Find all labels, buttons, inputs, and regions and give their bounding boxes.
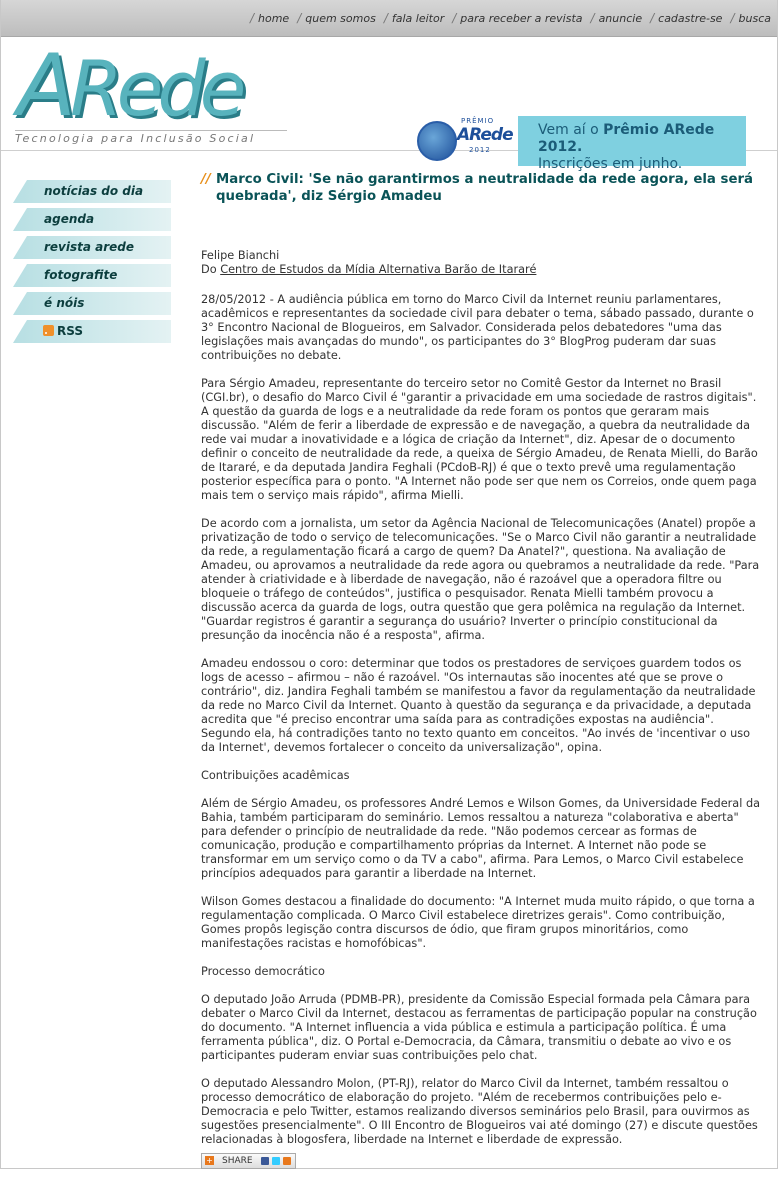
rss-label: RSS [57, 324, 83, 338]
share-button[interactable] [201, 1153, 296, 1169]
site-header [1, 36, 777, 172]
article-paragraph: Wilson Gomes destacou a finalidade do documento: "A Internet muda muito rápido, o que torna a regulamentação complicada. O Marco Civil estabelece diretrizes gerais". Como contribuição, Gomes propôs legisção contra discursos de ódio, que firam grupos minoritários, como manifestações racistas e homofóbicas". [201, 895, 755, 950]
nav-busca-link[interactable]: busca [738, 11, 771, 25]
byline [201, 249, 766, 277]
section-heading: Contribuições acadêmicas [201, 769, 350, 782]
logo-word-rede: Rede [69, 44, 241, 133]
nav-cadastre-se-link[interactable]: cadastre-se [658, 11, 723, 25]
share-label: SHARE [222, 1155, 253, 1166]
nav-fala-leitor-link[interactable]: fala leitor [391, 11, 445, 25]
sidebar-item-label: notícias do dia [44, 184, 144, 198]
source-line [201, 263, 766, 277]
award-year: 2012 [469, 146, 491, 154]
email-icon [283, 1157, 291, 1165]
banner-line2: Inscrições em junho. [538, 156, 683, 172]
nav-home-link[interactable]: home [258, 11, 290, 25]
premio-arede-badge[interactable] [417, 115, 513, 165]
arede-logo[interactable] [17, 36, 241, 136]
logo-letter-a: A [17, 36, 70, 136]
banner-line1-bold: Prêmio ARede 2012. [538, 122, 715, 155]
sidebar-item-revista[interactable] [13, 236, 171, 259]
facebook-icon [261, 1157, 269, 1165]
title-slash-icon: // [201, 172, 211, 187]
sidebar-item-fotografite[interactable] [13, 264, 171, 287]
sidebar-item-rss[interactable] [13, 320, 171, 343]
award-small-label: PRÊMIO [461, 117, 495, 125]
article-title-text: Marco Civil: 'Se não garantirmos a neutralidade da rede agora, ela será quebrada', diz Sérgio Amadeu [216, 172, 753, 204]
banner-line1-pre: Vem aí o [538, 122, 604, 138]
sidebar-item-noticias[interactable] [13, 180, 171, 203]
nav-anuncie-link[interactable]: anuncie [598, 11, 643, 25]
nav-receber-revista-link[interactable]: para receber a revista [460, 11, 583, 25]
sidebar-item-label: fotografite [44, 268, 118, 282]
sidebar-item-agenda[interactable] [13, 208, 171, 231]
logo-tagline: Tecnologia para Inclusão Social [15, 130, 287, 145]
source-link[interactable]: Centro de Estudos da Mídia Alternativa Barão de Itararé [220, 263, 537, 276]
article-paragraph: Amadeu endossou o coro: determinar que todos os prestadores de serviçoes guardem todos os logs de acesso – afirmou – não é razoável. "Os internautas são inocentes até que se prove o contrário", diz. Jandira Feghali também se manifestou a favor da regulamentação da neutralidade da rede no Marco Civil da Internet. Quanto à questão da segurança e da privacidade, a deputada acredita que "é preciso encontrar uma saída para as contradições expostas na audiência". Segundo ela, há contradições tanto no texto quanto em conceitos. "Ao invés de 'incentivar o uso da Internet', devemos fortalecer o conceito da universalização", opina. [201, 657, 756, 754]
article-paragraph: De acordo com a jornalista, um setor da Agência Nacional de Telecomunicações (Anatel) propõe a privatização de todo o serviço de telecomunicações. "Se o Marco Civil não garantir a neutralidade da rede, a regulamentação ficará a cargo de quem? Da Anatel?", questiona. Na avaliação de Amadeu, ou aprovamos a neutralidade da rede agora ou quebramos a neutralidade da rede. "Para atender à criatividade e à liberdade de navegação, não é razoável que a operadora filtre ou bloqueie o tráfego de conteúdos", justifica o pesquisador. Renata Mielli também provocu a discussão acerca da guarda de logs, outra questão que gera polêmica na regulação da Internet. "Guardar registros é garantir a segurança do usuário? Inverter o princípio constitucional da presunção da inocência não é a resposta", afirma. [201, 517, 760, 642]
article-paragraph: O deputado Alessandro Molon, (PT-RJ), relator do Marco Civil da Internet, também ressaltou o processo democrático de elaboração do projeto. "Além de recebermos contribuições pelo e-Democracia e pelo Twitter, estamos realizando diversos seminários pelo Brasil, para ouvirmos as sugestões presencialmente". O III Encontro de Blogueiros vai até domingo (27) e discute questões relacionadas à blogosfera, liberdade na Internet e liberdade de expressão. [201, 1077, 758, 1146]
sidebar-item-label: agenda [44, 212, 95, 226]
sidebar-item-label: é nóis [44, 296, 85, 310]
article-paragraph: O deputado João Arruda (PDMB-PR), presidente da Comissão Especial formada pela Câmara para debater o Marco Civil da Internet, destacou as ferramentas de participação popular na construção do documento. "A Internet influencia a vida pública e estimula a participação política. É uma ferramenta pública", diz. O Portal e-Democracia, da Câmara, transmitiu o debate ao vivo e os participantes puderam enviar suas contribuições pelo chat. [201, 993, 757, 1062]
author-name: Felipe Bianchi [201, 249, 280, 262]
globe-icon [417, 121, 457, 161]
nav-quem-somos-link[interactable]: quem somos [305, 11, 376, 25]
source-prefix: Do [201, 263, 221, 276]
rss-icon [43, 325, 54, 336]
twitter-icon [272, 1157, 280, 1165]
article-paragraph: Além de Sérgio Amadeu, os professores André Lemos e Wilson Gomes, da Universidade Federal da Bahia, também participaram do seminário. Lemos ressaltou a natureza "colaborativa e aberta" para defender o princípio de neutralidade da rede. "Não podemos cercear as formas de comunicação, produção e compartilhamento próprias da Internet. A Internet não pode se transformar em um serviço como o da TV a cabo", afirma. Para Lemos, o Marco Civil estabelece princípios adequados para garantir a liberdade na Internet. [201, 797, 761, 880]
section-heading: Processo democrático [201, 965, 325, 978]
article-paragraph: 28/05/2012 - A audiência pública em torno do Marco Civil da Internet reuniu parlamentares, acadêmicos e representantes da sociedade civil para debater o tema, sábado passado, durante o 3° Encontro Nacional de Blogueiros, em Salvador. Considerada pelos debatedores "uma das legislações mais avançadas do mundo", os participantes do 3° BlogProg puderam dar suas contribuições no debate. [201, 293, 754, 362]
award-mark: ARede [457, 125, 513, 145]
sidebar [13, 180, 171, 348]
sidebar-item-label: revista arede [44, 240, 135, 254]
article-paragraph: Para Sérgio Amadeu, representante do terceiro setor no Comitê Gestor da Internet no Brasil (CGI.br), o desafio do Marco Civil é "garantir a privacidade em uma sociedade de rastros digitais". A questão da guarda de logs e a neutralidade da rede foram os pontos que geraram mais discussão. "Além de ferir a liberdade de expressão e de navegação, a quebra da neutralidade da rede vai mudar a inovatividade e a lógica de criação da Internet", diz. Apesar de o documento definir o conceito de neutralidade da rede, a queixa de Sérgio Amadeu, de Renata Mielli, do Barão de Itararé, e da deputada Jandira Feghali (PCdoB-RJ) é que o texto prevê uma regulamentação posterior específica para o ponto. "A Internet não pode ser que nem os Correios, onde quem paga mais tem o serviço mais rápido", afirma Mielli. [201, 377, 758, 502]
sidebar-item-e-nois[interactable] [13, 292, 171, 315]
article-title [201, 171, 766, 205]
plus-icon: + [206, 1156, 213, 1165]
top-navigation: / home / quem somos / fala leitor / para receber a revista / anuncie / cadastre-se / busca [1, 0, 777, 37]
article [201, 171, 766, 1177]
premio-banner[interactable] [518, 116, 746, 172]
